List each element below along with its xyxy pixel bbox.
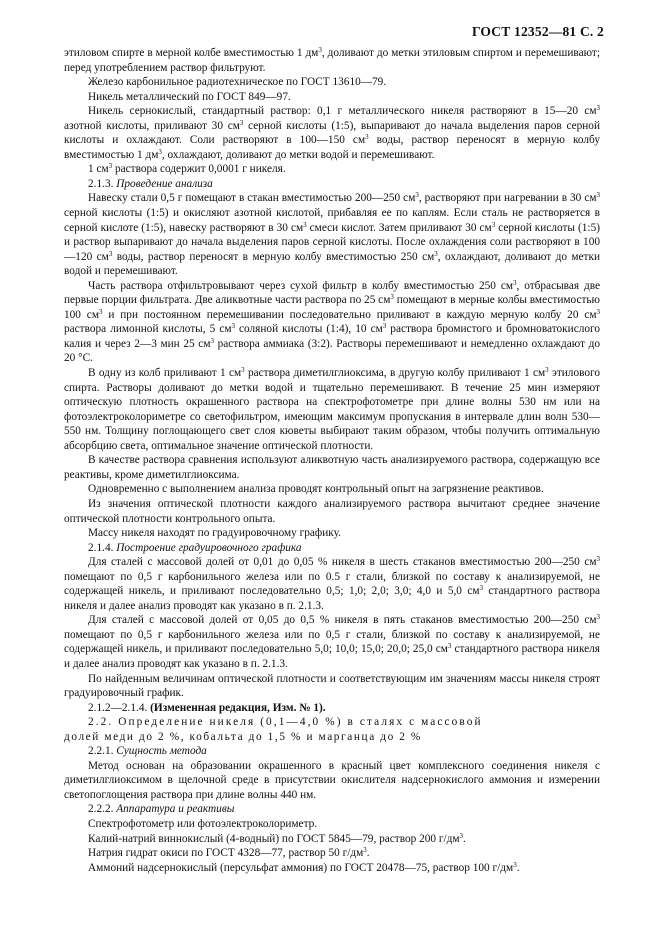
amendment-note xyxy=(64,701,600,716)
section-title: Проведение анализа xyxy=(116,177,213,190)
paragraph: Железо карбонильное радиотехническое по ГОСТ 13610—79. xyxy=(88,76,387,89)
paragraph: Аммоний надсернокислый (персульфат аммония) по ГОСТ 20478—75, раствор 100 $г/дм^3$. xyxy=(88,860,520,874)
paragraph: 1 $см^3$ раствора содержит 0,0001 г никеля. xyxy=(88,162,286,176)
paragraph: Калий-натрий виннокислый (4-водный) по ГОСТ 5845—79, раствор 200 $г/дм^3$. xyxy=(88,831,466,845)
paragraph: Никель металлический по ГОСТ 849—97. xyxy=(88,90,291,103)
paragraph: Навеску стали 0,5 г помещают в стакан вместимостью 200—250 $см^3$, растворяют при нагревании в 30 $см^3$ серной кислоты (1:5) и окисляют азотной кислотой, прибавляя ее по каплям. Если сталь не растворяется в серной кислоте (1:5), навеску растворяют в 30 $см^3$ смеси кислот. Затем приливают 30 $см^3$ серной кислоты (1:5) и раствор выпаривают до начала выделения паров серной кислоты. После охлаждения соли растворяют в 100—120 $см^3$ воды, раствор переносят в мерную колбу вместимостью 250 $см^3$, охлаждают, доливают до метки водой и перемешивают. xyxy=(64,191,601,278)
paragraph: В качестве раствора сравнения используют аликвотную часть анализируемого раствора, содержащую все реактивы, кроме диметилглиоксима. xyxy=(64,454,600,481)
section-title-line-2: долей меди до 2 %, кобальта до 1,5 % и марганца до 2 % xyxy=(64,730,422,743)
section-heading-2-1-4 xyxy=(64,541,600,556)
paragraph: Одновременно с выполнением анализа проводят контрольный опыт на загрязнение реактивов. xyxy=(88,483,544,496)
paragraph: Массу никеля находят по градуировочному графику. xyxy=(88,527,341,540)
amendment-text: (Измененная редакция, Изм. № 1). xyxy=(150,701,326,714)
paragraph: Из значения оптической плотности каждого анализируемого раствора вычитают среднее значение оптической плотности контрольного опыта. xyxy=(64,497,600,525)
paragraph: Никель сернокислый, стандартный раствор: 0,1 г металлического никеля растворяют в 15—20 $см^3$ азотной кислоты, приливают 30 $см^3$ серной кислоты (1:5), выпаривают до начала выделения паров серной кислоты и охлаждают. Соли растворяют в 100—150 $см^3$ воды, раствор переносят в мерную колбу вместимостью 1 $дм^3$, охлаждают, доливают до метки водой и перемешивают. xyxy=(64,104,600,161)
section-number: 2.1.3. xyxy=(88,177,114,190)
paragraph: Метод основан на образовании окрашенного в красный цвет комплексного соединения никеля с диметилглиоксимом в щелочной среде в присутствии окислителя надсернокислого аммония и измерении светопоглощения раствора при длине волны 440 нм. xyxy=(64,759,600,801)
document-body xyxy=(64,46,600,875)
paragraph: Для сталей с массовой долей от 0,01 до 0,05 % никеля в шесть стаканов вместимостью 200—250 $см^3$ помещают по 0,5 г карбонильного железа или по 0.5 г стали, близкой по составу к анализируемой, не содержащей никель, и приливают последовательно 0,5; 1,0; 2,0; 3,0; 4,0 и 5,0 $см^3$ стандартного раствора никеля и далее анализ проводят как указано в п. 2.1.3. xyxy=(64,555,600,612)
paragraph: Спектрофотометр или фотоэлектроколориметр. xyxy=(88,817,318,830)
section-heading-2-2 xyxy=(64,715,600,744)
paragraph: Для сталей с массовой долей от 0,05 до 0,5 % никеля в пять стаканов вместимостью 200—250 $см^3$ помещают по 0,5 г карбонильного железа или по 0,5 г стали, близкой по составу к анализируемой, не содержащей никель, и приливают последовательно 5,0; 10,0; 15,0; 20,0; 25,0 $см^3$ стандартного раствора никеля и далее анализ проводят как указано в п. 2.1.3. xyxy=(64,613,600,670)
amendment-sections: 2.1.2—2.1.4. xyxy=(88,701,148,714)
section-heading-2-1-3 xyxy=(64,177,600,192)
section-number: 2.2.2. xyxy=(88,803,114,816)
section-number: 2.1.4. xyxy=(88,541,114,554)
paragraph: По найденным величинам оптической плотности и соответствующим им значениям массы никеля строят градуировочный график. xyxy=(64,672,600,700)
section-title: Построение градуировочного графика xyxy=(116,541,302,554)
paragraph: Часть раствора отфильтровывают через сухой фильтр в колбу вместимостью 250 $см^3$, отбрасывая две первые порции фильтрата. Две аликвотные части раствора по 25 $см^3$ помещают в мерные колбы вместимостью 100 $см^3$ и при постоянном перемешивании последовательно приливают в каждую мерную колбу 20 $см^3$ раствора лимонной кислоты, 5 $см^3$ соляной кислоты (1:4), 10 $см^3$ раствора бромистого и бромноватокислого калия и через 2—3 мин 25 $см^3$ раствора аммиака (3:2). Растворы перемешивают и немедленно охлаждают до 20 °С. xyxy=(64,278,601,365)
section-number: 2.2.1. xyxy=(88,745,114,758)
section-title: Аппаратура и реактивы xyxy=(116,803,235,816)
section-heading-2-2-1 xyxy=(64,744,600,759)
paragraph: В одну из колб приливают 1 $см^3$ раствора диметилглиоксима, в другую колбу приливают 1 $см^3$ этилового спирта. Растворы доливают до метки водой и тщательно перемешивают. В течение 25 мин измеряют оптическую плотность окрашенного раствора на спектрофотометре при длине волны 530 нм или на фотоэлектроколориметре со светофильтром, имеющим максимум пропускания в интервале длин волн 530—550 нм. Толщину поглощающего свет слоя кюветы выбирают таким образом, чтобы получить оптимальную абсорбцию света, оптимальное значение оптической плотности. xyxy=(64,366,600,452)
section-title: Сущность метода xyxy=(116,745,207,758)
paragraph: этиловом спирте в мерной колбе вместимостью 1 $дм^3$, доливают до метки этиловым спиртом и перемешивают; перед употреблением раствор фильтруют. xyxy=(64,46,600,74)
section-heading-2-2-2 xyxy=(64,802,600,817)
section-title-line-1: 2.2. Определение никеля (0,1—4,0 %) в сталях с массовой xyxy=(88,716,483,729)
paragraph: Натрия гидрат окиси по ГОСТ 4328—77, раствор 50 $г/дм^3$. xyxy=(88,846,370,860)
page-header: ГОСТ 12352—81 С. 2 xyxy=(471,24,604,39)
